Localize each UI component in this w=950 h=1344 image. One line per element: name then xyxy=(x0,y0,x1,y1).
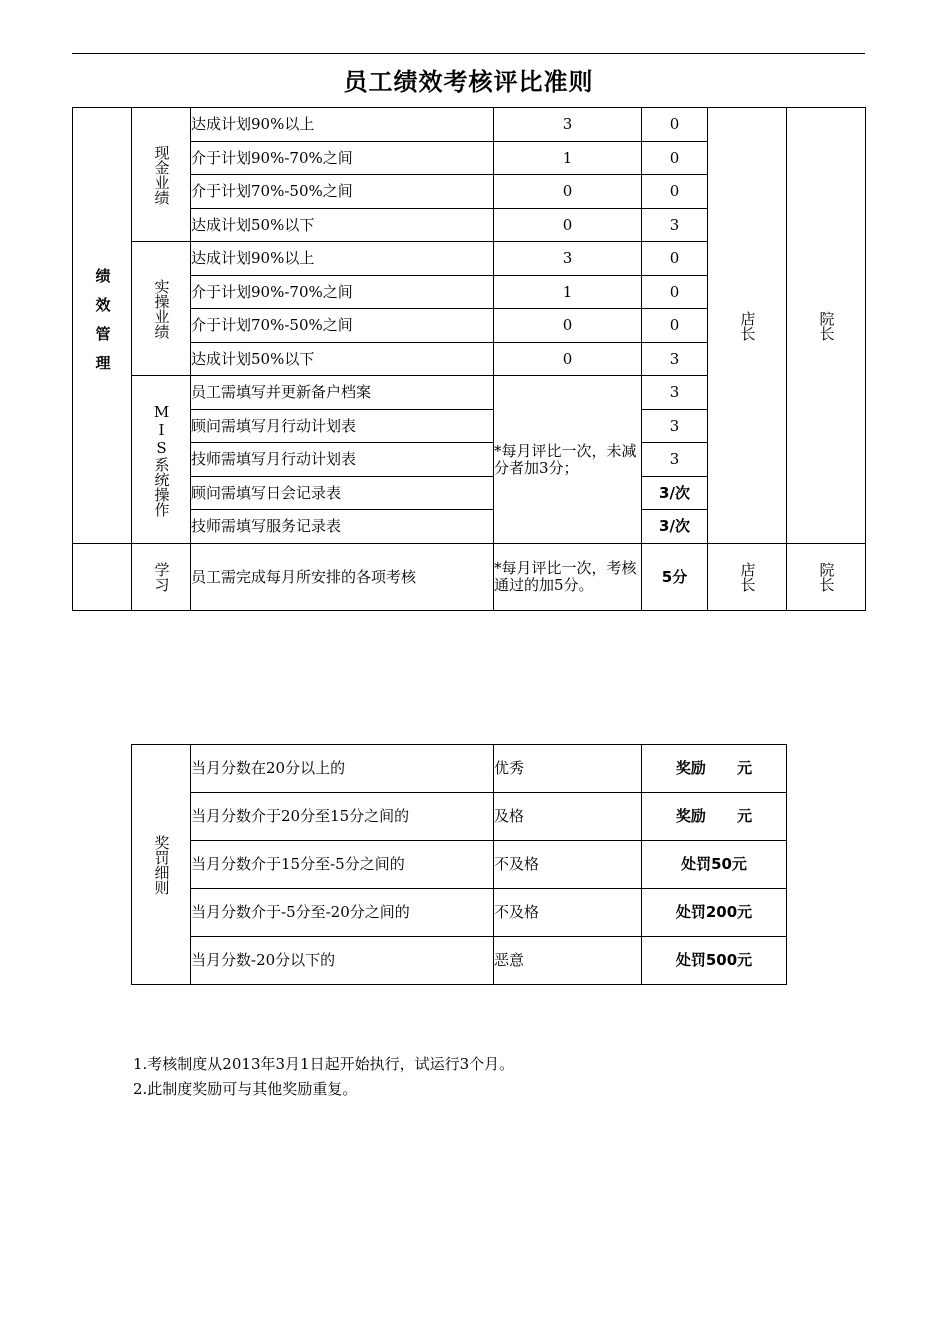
plus-cell: 0 xyxy=(494,343,642,376)
item-cell: 技师需填写月行动计划表 xyxy=(191,443,494,477)
minus-cell: 3 xyxy=(642,443,708,477)
grade-cell: 不及格 xyxy=(494,889,642,937)
minus-cell: 3 xyxy=(642,209,708,242)
minus-cell: 3 xyxy=(642,376,708,410)
page-title: 员工绩效考核评比准则 xyxy=(343,68,594,96)
item-cell: 介于计划70%-50%之间 xyxy=(191,175,494,209)
item-cell: 顾问需填写月行动计划表 xyxy=(191,410,494,443)
category-cell xyxy=(73,108,132,544)
minus-cell: 3 xyxy=(642,343,708,376)
table-row xyxy=(73,108,866,142)
minus-cell: 3 xyxy=(642,410,708,443)
plus-cell: 0 xyxy=(494,309,642,343)
item-cell: 达成计划90%以上 xyxy=(191,242,494,276)
table-row xyxy=(132,841,787,889)
study-row xyxy=(73,544,866,611)
plus-cell: 1 xyxy=(494,276,642,309)
result-cell: 奖励 元 xyxy=(642,793,787,841)
study-label: 学习 xyxy=(152,562,171,592)
top-rule xyxy=(72,53,865,54)
item-cell: 顾问需填写日会记录表 xyxy=(191,477,494,510)
condition-cell: 当月分数介于15分至-5分之间的 xyxy=(191,841,494,889)
mis-note-cell: *每月评比一次，未减分者加3分； xyxy=(494,376,642,544)
study-group-cell xyxy=(132,544,191,611)
item-cell: 技师需填写服务记录表 xyxy=(191,510,494,544)
plus-cell: 3 xyxy=(494,108,642,142)
study-approver-cell xyxy=(787,544,866,611)
group-cell xyxy=(132,242,191,376)
table-row xyxy=(132,889,787,937)
checker-label: 店长 xyxy=(738,310,757,341)
minus-cell: 3/次 xyxy=(642,510,708,544)
minus-cell: 0 xyxy=(642,108,708,142)
item-cell: 介于计划90%-70%之间 xyxy=(191,142,494,175)
grade-cell: 不及格 xyxy=(494,841,642,889)
reward-table xyxy=(131,744,787,985)
category-label: 绩效管理 xyxy=(93,267,112,384)
item-cell: 员工需填写并更新备户档案 xyxy=(191,376,494,410)
grade-cell: 恶意 xyxy=(494,937,642,985)
table-row xyxy=(132,793,787,841)
minus-cell: 0 xyxy=(642,142,708,175)
note-line: 1.考核制度从2013年3月1日起开始执行，试运行3个月。 xyxy=(133,1055,515,1073)
grade-cell: 及格 xyxy=(494,793,642,841)
study-checker-label: 店长 xyxy=(738,562,757,592)
reward-label: 奖罚细则 xyxy=(152,834,171,895)
plus-cell: 3 xyxy=(494,242,642,276)
minus-cell: 0 xyxy=(642,276,708,309)
group-label: MIS系统操作 xyxy=(152,402,171,517)
evaluation-table xyxy=(72,107,866,611)
table-row xyxy=(132,745,787,793)
result-cell: 处罚500元 xyxy=(642,937,787,985)
minus-cell: 0 xyxy=(642,309,708,343)
minus-cell: 3/次 xyxy=(642,477,708,510)
approver-cell xyxy=(787,108,866,544)
item-cell: 介于计划70%-50%之间 xyxy=(191,309,494,343)
group-cell xyxy=(132,376,191,544)
condition-cell: 当月分数介于20分至15分之间的 xyxy=(191,793,494,841)
condition-cell: 当月分数-20分以下的 xyxy=(191,937,494,985)
checker-cell xyxy=(708,108,787,544)
reward-label-cell xyxy=(132,745,191,985)
result-cell: 处罚50元 xyxy=(642,841,787,889)
table-row xyxy=(132,937,787,985)
group-label: 现金业绩 xyxy=(152,144,171,205)
plus-cell: 1 xyxy=(494,142,642,175)
approver-label: 院长 xyxy=(817,310,836,341)
minus-cell: 0 xyxy=(642,242,708,276)
plus-cell: 0 xyxy=(494,209,642,242)
item-cell: 达成计划50%以下 xyxy=(191,209,494,242)
item-cell: 达成计划50%以下 xyxy=(191,343,494,376)
result-cell: 处罚200元 xyxy=(642,889,787,937)
grade-cell: 优秀 xyxy=(494,745,642,793)
notes-block xyxy=(133,1052,514,1102)
study-approver-label: 院长 xyxy=(817,562,836,592)
study-item-cell: 员工需完成每月所安排的各项考核 xyxy=(191,544,494,611)
group-label: 实操业绩 xyxy=(152,278,171,339)
empty-category-cell xyxy=(73,544,132,611)
group-cell xyxy=(132,108,191,242)
condition-cell: 当月分数在20分以上的 xyxy=(191,745,494,793)
note-line: 2.此制度奖励可与其他奖励重复。 xyxy=(133,1080,358,1098)
study-checker-cell xyxy=(708,544,787,611)
item-cell: 介于计划90%-70%之间 xyxy=(191,276,494,309)
minus-cell: 0 xyxy=(642,175,708,209)
condition-cell: 当月分数介于-5分至-20分之间的 xyxy=(191,889,494,937)
plus-cell: 0 xyxy=(494,175,642,209)
result-cell: 奖励 元 xyxy=(642,745,787,793)
study-score-cell: 5分 xyxy=(642,544,708,611)
study-note-cell: *每月评比一次，考核通过的加5分。 xyxy=(494,544,642,611)
item-cell: 达成计划90%以上 xyxy=(191,108,494,142)
